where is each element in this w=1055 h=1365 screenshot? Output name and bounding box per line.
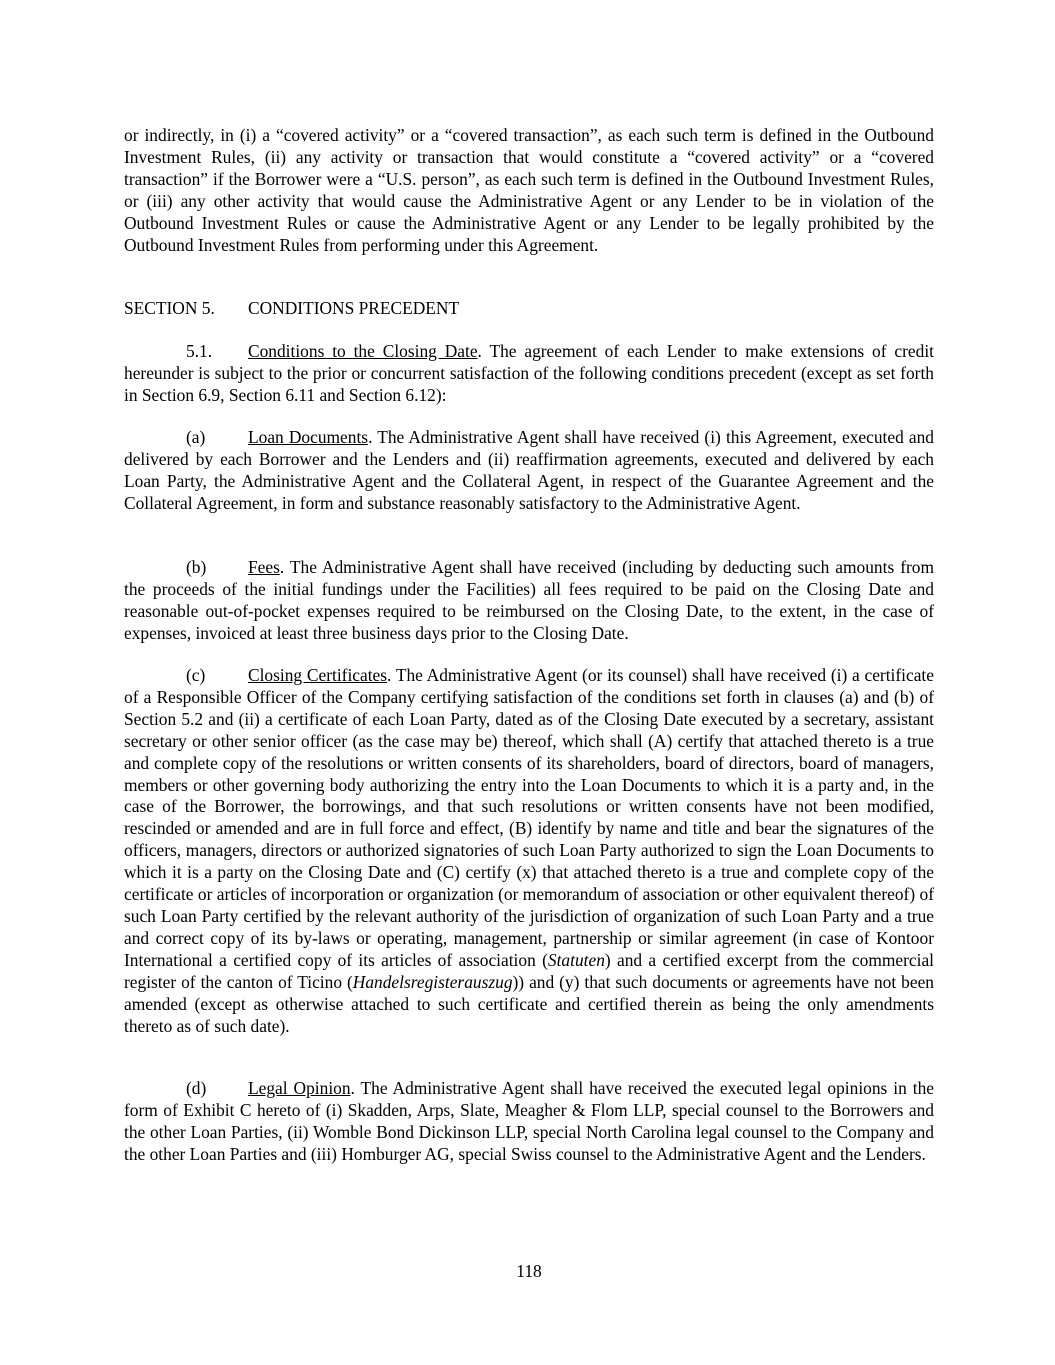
section-5-1-text: . The agreement of each Lender to make extensions of credit hereunder is subject to the prior or concurrent satisfaction of the following conditions precedent (except as set forth in Section 6.9, Section 6.11 and Section 6.12): <box>124 341 934 405</box>
clause-c-heading: Closing Certificates <box>248 665 388 685</box>
section-heading <box>124 298 934 320</box>
clause-a-number: (a) <box>186 427 206 447</box>
clause-c-text-1: . The Administrative Agent (or its counsel) shall have received (i) a certificate of a Responsible Officer of the Company certifying satisfaction of the conditions set forth in clauses (a) and (b) of Section 5.2 and (ii) a certificate of each Loan Party, dated as of the Closing Date executed by a secretary, assistant secretary or other senior officer (as the case may be) thereof, which shall (A) certify that attached thereto is a true and complete copy of the resolutions or written consents of its shareholders, board of directors, board of managers, members or other governing body authorizing the entry into the Loan Documents to which it is a party and, in the case of the Borrower, the borrowings, and that such resolutions or written consents have not been modified, rescinded or amended and are in full force and effect, (B) identify by name and title and bear the signatures of the officers, managers, directors or authorized signatories of such Loan Party authorized to sign the Loan Documents to which it is a party on the Closing Date and (C) certify (x) that attached thereto is a true and complete copy of the certificate or articles of incorporation or organization (or memorandum of association or other equivalent thereof) of such Loan Party certified by the relevant authority of the jurisdiction of organization of such Loan Party and a true and correct copy of its by-laws or operating, management, partnership or similar agreement (in case of Kontoor International a certified copy of its articles of association ( <box>124 665 934 970</box>
clause-b-paragraph <box>124 557 934 645</box>
clause-c-number: (c) <box>186 665 206 685</box>
page-number: 118 <box>516 1261 542 1281</box>
clause-c-text-2: ) and a certified excerpt from the commercial register of the canton of Ticino ( <box>124 949 934 992</box>
clause-c-paragraph <box>124 665 934 1037</box>
clause-b-number: (b) <box>186 557 207 577</box>
clause-a-heading: Loan Documents <box>248 427 369 447</box>
document-page <box>124 0 934 1365</box>
clause-a-paragraph <box>124 427 934 515</box>
clause-d-text: . The Administrative Agent shall have received the executed legal opinions in the form of Exhibit C hereto of (i) Skadden, Arps, Slate, Meagher & Flom LLP, special counsel to the Borrowers and the other Loan Parties, (ii) Womble Bond Dickinson LLP, special North Carolina legal counsel to the Company and the other Loan Parties and (iii) Homburger AG, special Swiss counsel to the Administrative Agent and the Lenders. <box>124 1078 934 1164</box>
clause-a-text: . The Administrative Agent shall have received (i) this Agreement, executed and delivered by each Borrower and the Lenders and (ii) reaffirmation agreements, executed and delivered by each Loan Party, the Administrative Agent and the Collateral Agent, in respect of the Guarantee Agreement and the Collateral Agreement, in form and substance reasonably satisfactory to the Administrative Agent. <box>124 427 934 513</box>
section-number: SECTION 5. <box>124 298 215 318</box>
clause-d-paragraph <box>124 1078 934 1166</box>
section-5-1-heading: Conditions to the Closing Date <box>248 341 478 361</box>
section-5-1-number: 5.1. <box>186 341 213 361</box>
clause-d-number: (d) <box>186 1078 207 1098</box>
clause-c-text-3: )) and (y) that such documents or agreements have not been amended (except as otherwise attached to such certificate and certified therein as being the only amendments thereto as of such date). <box>124 971 934 1036</box>
intro-paragraph: or indirectly, in (i) a “covered activity” or a “covered transaction”, as each such term is defined in the Outbound Investment Rules, (ii) any activity or transaction that would constitute a “covered activity” or a “covered transaction” if the Borrower were a “U.S. person”, as each such term is defined in the Outbound Investment Rules, or (iii) any other activity that would cause the Administrative Agent or any Lender to be in violation of the Outbound Investment Rules or cause the Administrative Agent or any Lender to be legally prohibited by the Outbound Investment Rules from performing under this Agreement. <box>124 125 934 255</box>
section-5-1-paragraph <box>124 341 934 407</box>
section-title: CONDITIONS PRECEDENT <box>248 298 460 318</box>
clause-d-heading: Legal Opinion <box>248 1078 351 1098</box>
clause-b-heading: Fees <box>248 557 280 577</box>
clause-c-italic-statuten: Statuten <box>547 949 605 970</box>
clause-c-italic-handelsregisterauszug: Handelsregisterauszug <box>352 971 513 992</box>
clause-b-text: . The Administrative Agent shall have received (including by deducting such amounts from the proceeds of the initial fundings under the Facilities) all fees required to be paid on the Closing Date and reasonable out-of-pocket expenses required to be reimbursed on the Closing Date, to the extent, in the case of expenses, invoiced at least three business days prior to the Closing Date. <box>124 557 934 643</box>
